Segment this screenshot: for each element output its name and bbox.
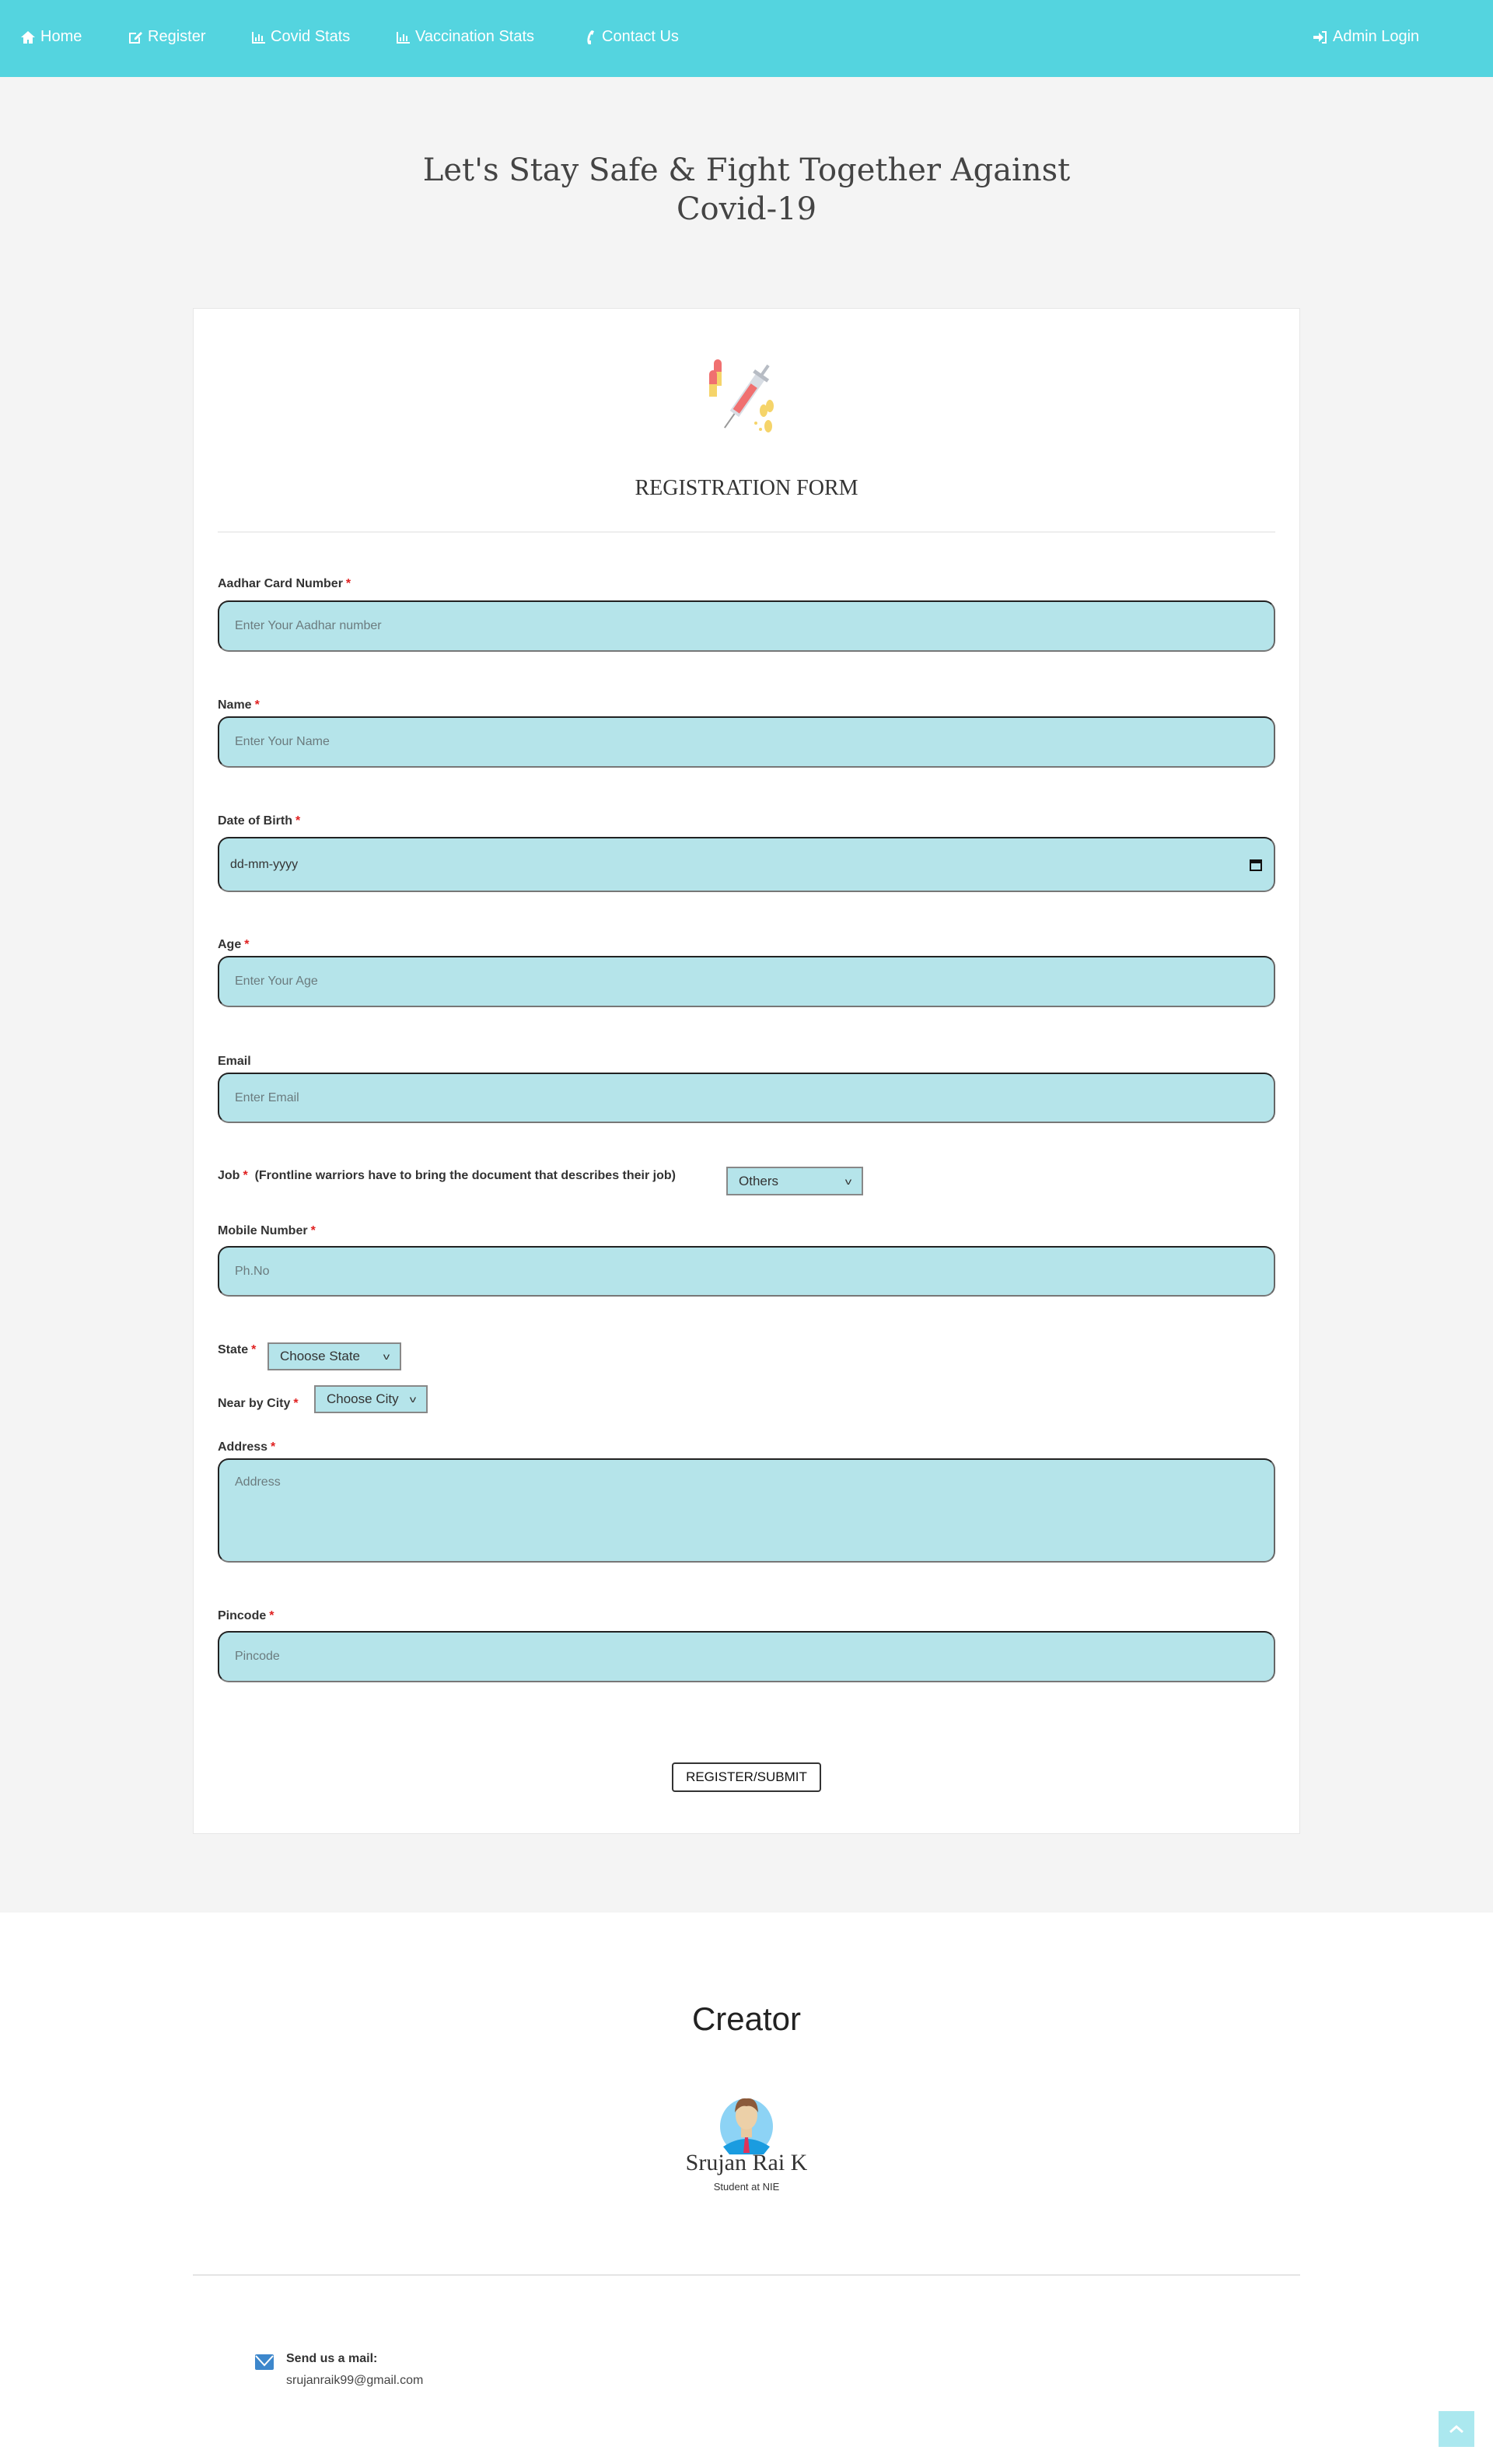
email-label: Email xyxy=(218,1055,251,1068)
page-title-line1: Let's Stay Safe & Fight Together Against xyxy=(422,152,1071,188)
city-label: Near by City * xyxy=(218,1397,299,1410)
nav-vaccination-stats-label: Vaccination Stats xyxy=(415,28,535,45)
register-submit-button[interactable]: REGISTER/SUBMIT xyxy=(672,1762,821,1792)
chevron-up-icon xyxy=(1449,2424,1464,2434)
edit-icon xyxy=(128,30,143,45)
aadhar-label: Aadhar Card Number * xyxy=(218,577,351,590)
creator-role: Student at NIE xyxy=(713,2181,780,2193)
nav-home-label: Home xyxy=(40,28,82,45)
state-select[interactable]: Choose State v xyxy=(267,1342,401,1370)
phone-icon xyxy=(582,30,597,45)
dob-placeholder: dd-mm-yyyy xyxy=(230,857,299,871)
footer-divider xyxy=(193,2274,1300,2276)
age-input[interactable] xyxy=(218,956,1275,1007)
form-title: REGISTRATION FORM xyxy=(635,476,858,500)
nav-contact-us[interactable] xyxy=(582,28,679,46)
nav-covid-stats[interactable] xyxy=(250,28,350,46)
job-label: Job * (Frontline warriors have to bring the document that describes their job) xyxy=(218,1169,676,1182)
envelope-icon xyxy=(255,2354,274,2370)
nav-admin-login[interactable] xyxy=(1313,28,1419,46)
mobile-label: Mobile Number * xyxy=(218,1224,316,1237)
nav-covid-stats-label: Covid Stats xyxy=(271,28,351,45)
chevron-down-icon: v xyxy=(844,1175,852,1187)
nav-admin-login-label: Admin Login xyxy=(1333,28,1420,45)
nav-register[interactable] xyxy=(128,28,205,46)
calendar-icon[interactable] xyxy=(1249,858,1263,872)
age-label: Age * xyxy=(218,938,250,951)
creator-name: Srujan Rai K xyxy=(685,2150,808,2175)
job-note: (Frontline warriors have to bring the document that describes their job) xyxy=(254,1169,676,1182)
nav-home[interactable] xyxy=(20,28,82,46)
contact-heading: Send us a mail: xyxy=(286,2352,378,2365)
name-input[interactable] xyxy=(218,716,1275,768)
nav-vaccination-stats[interactable] xyxy=(395,28,534,46)
chevron-down-icon: v xyxy=(383,1351,390,1362)
job-select[interactable]: Others v xyxy=(726,1167,863,1195)
creator-heading: Creator xyxy=(691,2000,802,2037)
registration-card xyxy=(193,308,1300,1834)
city-select[interactable]: Choose City v xyxy=(314,1385,428,1413)
pincode-label: Pincode * xyxy=(218,1609,274,1622)
bar-chart-icon xyxy=(395,30,411,45)
bar-chart-icon xyxy=(250,30,266,45)
syringe-pills-icon xyxy=(706,355,787,440)
divider xyxy=(218,531,1275,533)
email-input[interactable] xyxy=(218,1073,1275,1123)
home-icon xyxy=(20,30,36,45)
page-title xyxy=(0,151,1493,229)
state-label: State * xyxy=(218,1343,257,1356)
name-label: Name * xyxy=(218,698,260,712)
sign-in-icon xyxy=(1313,30,1328,45)
top-navbar xyxy=(0,0,1493,77)
back-to-top-button[interactable] xyxy=(1439,2411,1474,2447)
chevron-down-icon: v xyxy=(409,1394,417,1405)
pincode-input[interactable] xyxy=(218,1631,1275,1682)
aadhar-input[interactable] xyxy=(218,600,1275,652)
dob-input[interactable] xyxy=(218,837,1275,892)
contact-email-link[interactable]: srujanraik99@gmail.com xyxy=(286,2374,424,2387)
creator-avatar xyxy=(717,2092,776,2154)
nav-register-label: Register xyxy=(148,28,206,45)
page-title-line2: Covid-19 xyxy=(676,191,817,227)
address-input[interactable] xyxy=(218,1458,1275,1563)
dob-label: Date of Birth * xyxy=(218,814,301,828)
nav-contact-us-label: Contact Us xyxy=(602,28,679,45)
mobile-input[interactable] xyxy=(218,1246,1275,1297)
address-label: Address * xyxy=(218,1440,276,1454)
